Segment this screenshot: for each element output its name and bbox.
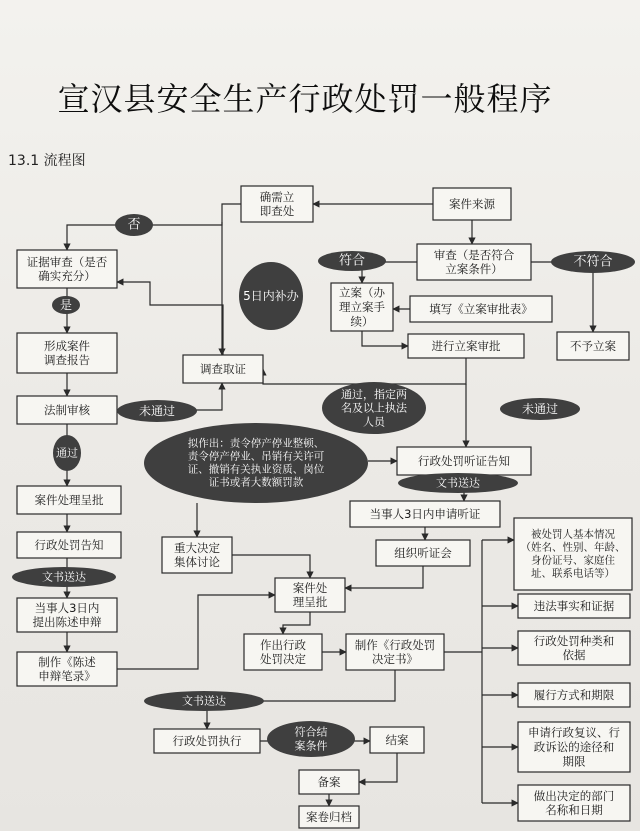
conn-close-record <box>359 753 397 782</box>
node-hearing-apply <box>350 501 500 527</box>
node-make-decision-label: 处罚决定 <box>260 652 306 667</box>
node-info-type-label: 行政处罚种类和 <box>533 633 615 648</box>
node-info-facts-label: 违法事实和证据 <box>533 599 615 613</box>
node-evidence-review-label: 证据审查（是否 <box>26 254 108 269</box>
oval-assign-label: 通过，指定两 <box>341 387 407 401</box>
node-make-decision-label: 作出行政 <box>260 637 306 652</box>
oval-doc-deliver2 <box>12 567 116 587</box>
node-archive-label: 案卷归档 <box>306 810 352 824</box>
oval-proposed-label: 责令停产停业、吊销有关许可 <box>187 450 325 463</box>
node-info-person-label: 址、联系电话等） <box>531 567 615 580</box>
node-do-approval <box>408 334 524 358</box>
oval-not-pass1 <box>117 400 197 422</box>
node-collective-label: 集体讨论 <box>174 555 220 570</box>
node-archive <box>299 806 359 828</box>
conn-investigate-evidence <box>117 282 223 355</box>
node-info-person-label: 被处罚人基本情况 <box>531 528 615 541</box>
node-case-handling-report <box>17 486 121 514</box>
conn-confirm-evidence <box>67 204 241 250</box>
node-fill-form-label: 填写《立案审批表》 <box>429 302 533 316</box>
section-subtitle: 13.1 流程图 <box>8 153 86 169</box>
node-info-dept-label: 做出决定的部门 <box>533 788 615 803</box>
oval-not-conform-label: 不符合 <box>573 254 613 270</box>
node-info-type <box>518 631 630 665</box>
oval-pass-label: 通过 <box>56 446 78 460</box>
node-report <box>17 333 117 373</box>
oval-conform-label: 符合 <box>338 253 366 269</box>
node-review-filing-label: 审查（是否符合 <box>433 247 515 262</box>
node-case-handling-report-label: 案件处理呈批 <box>34 493 104 507</box>
oval-doc-deliver2-label: 文书送达 <box>42 570 86 584</box>
node-info-person-label: 身份证号、家庭住 <box>531 554 615 567</box>
oval-five-days <box>239 262 303 330</box>
node-filing-label: 立案（办 <box>339 285 385 300</box>
node-statement-apply-label: 提出陈述申辩 <box>32 615 102 630</box>
node-info-remedy-label: 申请行政复议、行 <box>528 725 620 740</box>
conn-report2-decision <box>283 612 310 634</box>
node-confirm-label: 即查处 <box>259 204 295 219</box>
oval-assign-label: 名及以上执法 <box>341 401 407 415</box>
oval-close-cond-label: 符合结 <box>294 725 328 739</box>
node-penalty-notice-label: 行政处罚告知 <box>34 538 104 552</box>
node-close <box>370 727 424 753</box>
node-penalty-notice <box>17 532 121 558</box>
conn-approval-investigate <box>263 358 466 384</box>
oval-assign-label: 人员 <box>363 415 385 429</box>
conn-filing-approval <box>362 331 408 346</box>
node-info-remedy-label: 政诉讼的途径和 <box>533 740 615 754</box>
node-make-doc-label: 制作《行政处罚 <box>354 637 436 652</box>
oval-close-cond-label: 案条件 <box>294 739 328 753</box>
node-hearing-apply-label: 当事人3日内申请听证 <box>369 507 481 521</box>
node-info-method <box>518 683 630 707</box>
node-filing-label: 续） <box>350 314 374 329</box>
node-info-person-label: （姓名、性别、年龄、 <box>520 541 626 554</box>
node-review-filing-label: 立案条件） <box>445 262 503 277</box>
oval-not-pass1-label: 未通过 <box>138 404 176 418</box>
node-info-person <box>514 518 632 590</box>
node-make-doc <box>346 634 444 670</box>
node-info-remedy <box>518 722 630 772</box>
node-report-label: 调查报告 <box>44 353 90 368</box>
oval-five-days-label: 5日内补办 <box>243 289 299 303</box>
node-no-filing-label: 不予立案 <box>570 339 616 353</box>
node-legal-review-label: 法制审核 <box>44 403 90 417</box>
node-report-label: 形成案件 <box>44 338 90 353</box>
node-info-remedy-label: 期限 <box>562 754 586 769</box>
node-legal-review <box>17 396 117 424</box>
node-make-decision <box>244 634 322 670</box>
oval-assign <box>322 382 426 434</box>
node-statement-record-label: 制作《陈述 <box>38 654 96 669</box>
conn-organize-report2 <box>345 566 423 588</box>
node-confirm-label: 确需立 <box>259 189 295 204</box>
node-statement-apply <box>17 598 117 632</box>
page-title: 宣汉县安全生产行政处罚一般程序 <box>57 80 553 118</box>
oval-not-pass2-label: 未通过 <box>521 402 559 416</box>
node-review-filing <box>417 244 531 280</box>
oval-no-label: 否 <box>127 217 141 233</box>
node-info-facts <box>518 594 630 618</box>
oval-doc-deliver3 <box>144 691 264 711</box>
node-investigate-label: 调查取证 <box>200 362 246 376</box>
node-case-source <box>433 188 511 220</box>
node-filing-label: 理立案手 <box>339 300 385 314</box>
conn-collective-report2 <box>232 555 310 578</box>
oval-not-conform <box>551 251 635 273</box>
oval-proposed-label: 证书或者大数额罚款 <box>208 476 304 489</box>
node-info-dept-label: 名称和日期 <box>545 803 603 818</box>
node-no-filing <box>557 332 629 360</box>
node-make-doc-label: 决定书》 <box>372 652 418 667</box>
node-evidence-review-label: 确实充分） <box>38 269 96 284</box>
node-info-dept <box>518 785 630 821</box>
node-hearing-notice <box>397 447 531 475</box>
node-collective-label: 重大决定 <box>174 540 220 555</box>
node-statement-record-label: 申辩笔录》 <box>38 669 96 684</box>
node-case-report2 <box>275 578 345 612</box>
node-investigate <box>183 355 263 383</box>
oval-no <box>115 214 153 236</box>
node-case-report2-label: 理呈批 <box>292 595 328 610</box>
node-confirm <box>241 186 313 222</box>
node-info-method-label: 履行方式和期限 <box>533 688 615 702</box>
oval-doc-deliver3-label: 文书送达 <box>182 694 226 708</box>
node-case-report2-label: 案件处 <box>292 580 328 595</box>
oval-proposed-label: 证、撤销有关执业资质、岗位 <box>187 463 325 476</box>
oval-yes-label: 是 <box>59 298 73 312</box>
node-organize-hearing-label: 组织听证会 <box>394 546 452 560</box>
node-record-label: 备案 <box>317 775 341 789</box>
oval-conform <box>318 251 386 271</box>
node-record <box>299 770 359 794</box>
oval-proposed <box>144 423 368 503</box>
node-collective <box>162 537 232 573</box>
oval-proposed-label: 拟作出：责令停产停业整顿、 <box>187 437 325 450</box>
node-filing <box>331 283 393 331</box>
node-execute <box>154 729 260 753</box>
node-fill-form <box>410 296 552 322</box>
oval-pass <box>53 435 81 471</box>
oval-doc-deliver1 <box>398 473 518 493</box>
node-info-type-label: 依据 <box>562 648 586 663</box>
node-close-label: 结案 <box>385 733 409 747</box>
node-execute-label: 行政处罚执行 <box>172 734 242 748</box>
oval-doc-deliver1-label: 文书送达 <box>436 476 480 490</box>
oval-yes <box>52 296 80 314</box>
node-case-source-label: 案件来源 <box>449 197 495 211</box>
node-statement-record <box>17 652 117 686</box>
node-do-approval-label: 进行立案审批 <box>431 339 501 353</box>
node-evidence-review <box>17 250 117 288</box>
node-hearing-notice-label: 行政处罚听证告知 <box>418 454 510 468</box>
node-statement-apply-label: 当事人3日内 <box>34 600 100 615</box>
oval-close-cond <box>267 721 355 757</box>
node-organize-hearing <box>376 540 470 566</box>
oval-not-pass2 <box>500 398 580 420</box>
